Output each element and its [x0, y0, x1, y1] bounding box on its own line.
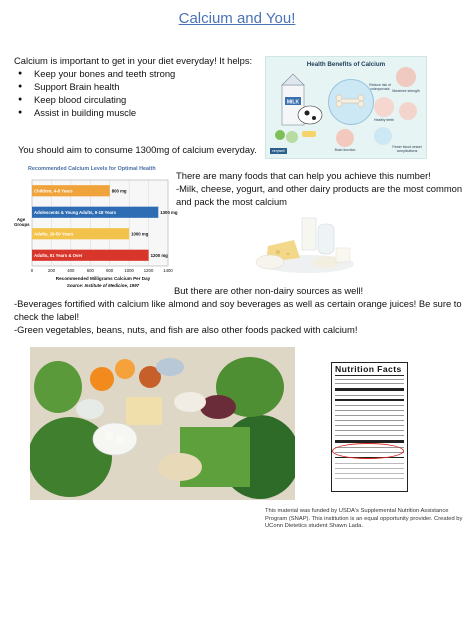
- svg-text:MILK: MILK: [286, 99, 300, 106]
- osteoporosis-icon: [374, 127, 392, 145]
- greens-text: -Green vegetables, beans, nuts, and fish are also other foods packed with calcium!: [14, 324, 358, 335]
- chart-plot: [28, 174, 178, 276]
- chart-x-axis-label: Recommended Milligrams Calcium Per Day: [55, 276, 151, 281]
- benefit-label: Brain function: [334, 148, 356, 152]
- beverages-text: -Beverages fortified with calcium like almond and soy beverages as well as certain orange juices! Be sure to check the label!: [14, 298, 462, 322]
- benefit-label: Healthy teeth: [374, 118, 394, 122]
- chart-x-tick-label: 1200: [143, 268, 154, 273]
- benefit-list: [14, 67, 264, 119]
- health-benefits-infographic: [265, 56, 427, 159]
- chart-x-tick-label: 1400: [163, 268, 173, 273]
- chart-category-label: Children, 4-8 Years: [34, 188, 73, 194]
- benefit-item: ● Assist in building muscle: [30, 106, 264, 119]
- calcium-highlight-circle: [332, 443, 404, 459]
- bone-shape: [334, 91, 366, 111]
- milk-carton-illustration: [272, 71, 324, 149]
- chart-source: Source: Institute of Medicine, 1997: [66, 283, 140, 288]
- benefit-label: Maximize strength: [392, 89, 420, 93]
- daily-target-text: You should aim to consume 1300mg of calcium everyday.: [18, 144, 257, 155]
- chart-category-label: Adults, 19-50 Years: [34, 231, 74, 237]
- calcium-bar-chart: [14, 166, 178, 296]
- chart-category-label: Adolescents & Young Adults, 9-18 Years: [34, 209, 116, 215]
- dairy-products-photo: [248, 212, 356, 276]
- intro-lead: Calcium is important to get in your diet everyday! It helps:: [14, 55, 253, 66]
- chart-value-label: 1000 mg: [131, 231, 149, 237]
- chart-x-tick-label: 400: [67, 268, 75, 273]
- nutrition-facts-label: [331, 362, 408, 492]
- chart-value-label: 1200 mg: [150, 252, 168, 258]
- chart-category-label: Adults, 51 Years & Over: [34, 252, 83, 258]
- calcium-foods-photo: [30, 347, 295, 500]
- chart-y-axis-label: Age Groups: [14, 217, 30, 227]
- chart-x-tick-label: 800: [106, 268, 114, 273]
- page-title: Calcium and You!: [178, 10, 296, 27]
- muscle-icon: [396, 67, 416, 87]
- chart-x-tick-label: 200: [47, 268, 56, 273]
- dairy-sources-text: There are many foods that can help you achieve this number! -Milk, cheese, yogurt, and other dairy products are the most common and pack the most calcium: [176, 170, 463, 207]
- chart-title: Recommended Calcium Levels for Optimal Health: [28, 166, 156, 172]
- chart-x-tick-label: 0: [30, 268, 34, 273]
- nutrition-facts-title: Nutrition Facts: [335, 364, 402, 374]
- benefit-item: ● Keep your bones and teeth strong: [30, 67, 264, 80]
- chart-x-tick-label: 600: [86, 268, 94, 273]
- verywell-logo: verywell: [272, 149, 285, 153]
- infographic-title: Health Benefits of Calcium: [306, 61, 386, 68]
- brain-icon: [336, 129, 354, 147]
- chart-value-label: 1300 mg: [160, 209, 178, 215]
- chart-x-tick-label: 1000: [124, 268, 134, 273]
- tooth-icon: [374, 97, 394, 117]
- benefit-label: Reduce risk of osteoporosis: [369, 83, 391, 91]
- chart-value-label: 800 mg: [111, 188, 127, 194]
- benefit-item: ● Support Brain health: [30, 80, 264, 93]
- intro-section: [14, 54, 264, 119]
- benefit-label: Fewer blood vessel complications: [392, 145, 422, 153]
- benefit-item: ● Keep blood circulating: [30, 93, 264, 106]
- funding-disclaimer: This material was funded by USDA's Supplemental Nutrition Assistance Program (SNAP). This institution is an equal opportunity provider. Created by UConn Dietetics student Shawn Lada.: [265, 508, 463, 529]
- non-dairy-text: But there are other non-dairy sources as well!: [174, 285, 364, 296]
